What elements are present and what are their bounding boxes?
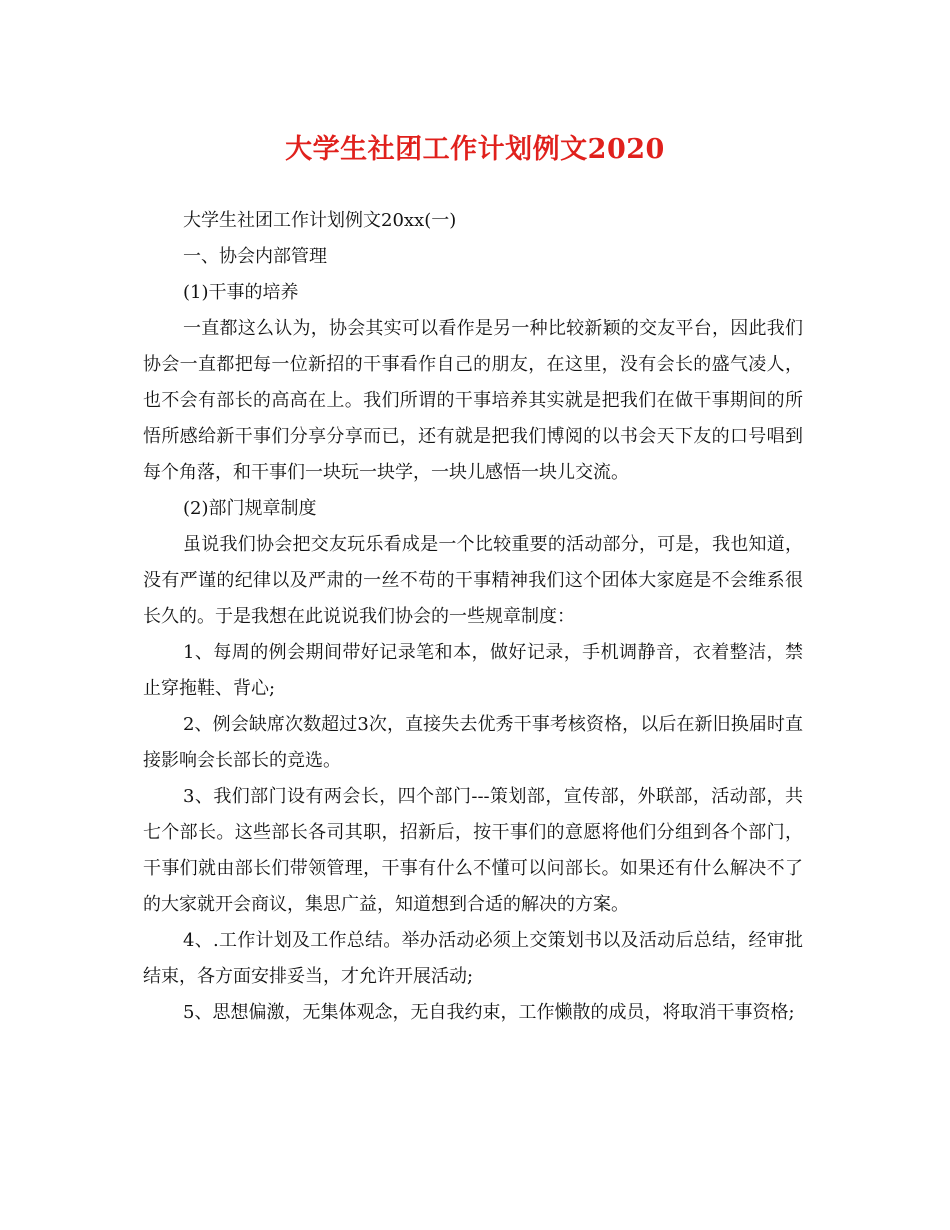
rule-item-2: 2、例会缺席次数超过3次，直接失去优秀干事考核资格，以后在新旧换届时直接影响会长部长的竞选。 xyxy=(143,714,803,771)
rule-item-5: 5、思想偏激，无集体观念，无自我约束，工作懒散的成员，将取消干事资格; xyxy=(183,1002,795,1023)
document-body xyxy=(143,203,803,1031)
paragraph-rules-intro: 虽说我们协会把交友玩乐看成是一个比较重要的活动部分，可是，我也知道，没有严谨的纪律以及严肃的一丝不苟的干事精神我们这个团体大家庭是不会维系很长久的。于是我想在此说说我们协会的一些规章制度： xyxy=(143,534,803,627)
subsection-heading-staff-training: (1)干事的培养 xyxy=(183,282,299,303)
subsection-heading-rules: (2)部门规章制度 xyxy=(183,498,317,519)
section-heading-internal-management: 一、协会内部管理 xyxy=(183,246,327,267)
paragraph-staff-training: 一直都这么认为，协会其实可以看作是另一种比较新颖的交友平台，因此我们协会一直都把每一位新招的干事看作自己的朋友，在这里，没有会长的盛气凌人，也不会有部长的高高在上。我们所谓的干事培养其实就是把我们在做干事期间的所悟所感给新干事们分享分享而已，还有就是把我们博阅的以书会天下友的口号唱到每个角落，和干事们一块玩一块学，一块儿感悟一块儿交流。 xyxy=(143,318,803,483)
rule-item-3: 3、我们部门设有两会长，四个部门---策划部，宣传部，外联部，活动部，共七个部长。这些部长各司其职，招新后，按干事们的意愿将他们分组到各个部门，干事们就由部长们带领管理，干事有什么不懂可以问部长。如果还有什么解决不了的大家就开会商议，集思广益，知道想到合适的解决的方案。 xyxy=(143,786,803,915)
rule-item-1: 1、每周的例会期间带好记录笔和本，做好记录，手机调静音，衣着整洁，禁止穿拖鞋、背心; xyxy=(143,642,803,699)
document-title: 大学生社团工作计划例文2020 xyxy=(285,134,665,165)
rule-item-4: 4、.工作计划及工作总结。举办活动必须上交策划书以及活动后总结，经审批结束，各方面安排妥当，才允许开展活动; xyxy=(143,930,803,987)
paragraph-subtitle: 大学生社团工作计划例文20xx(一) xyxy=(183,210,457,231)
